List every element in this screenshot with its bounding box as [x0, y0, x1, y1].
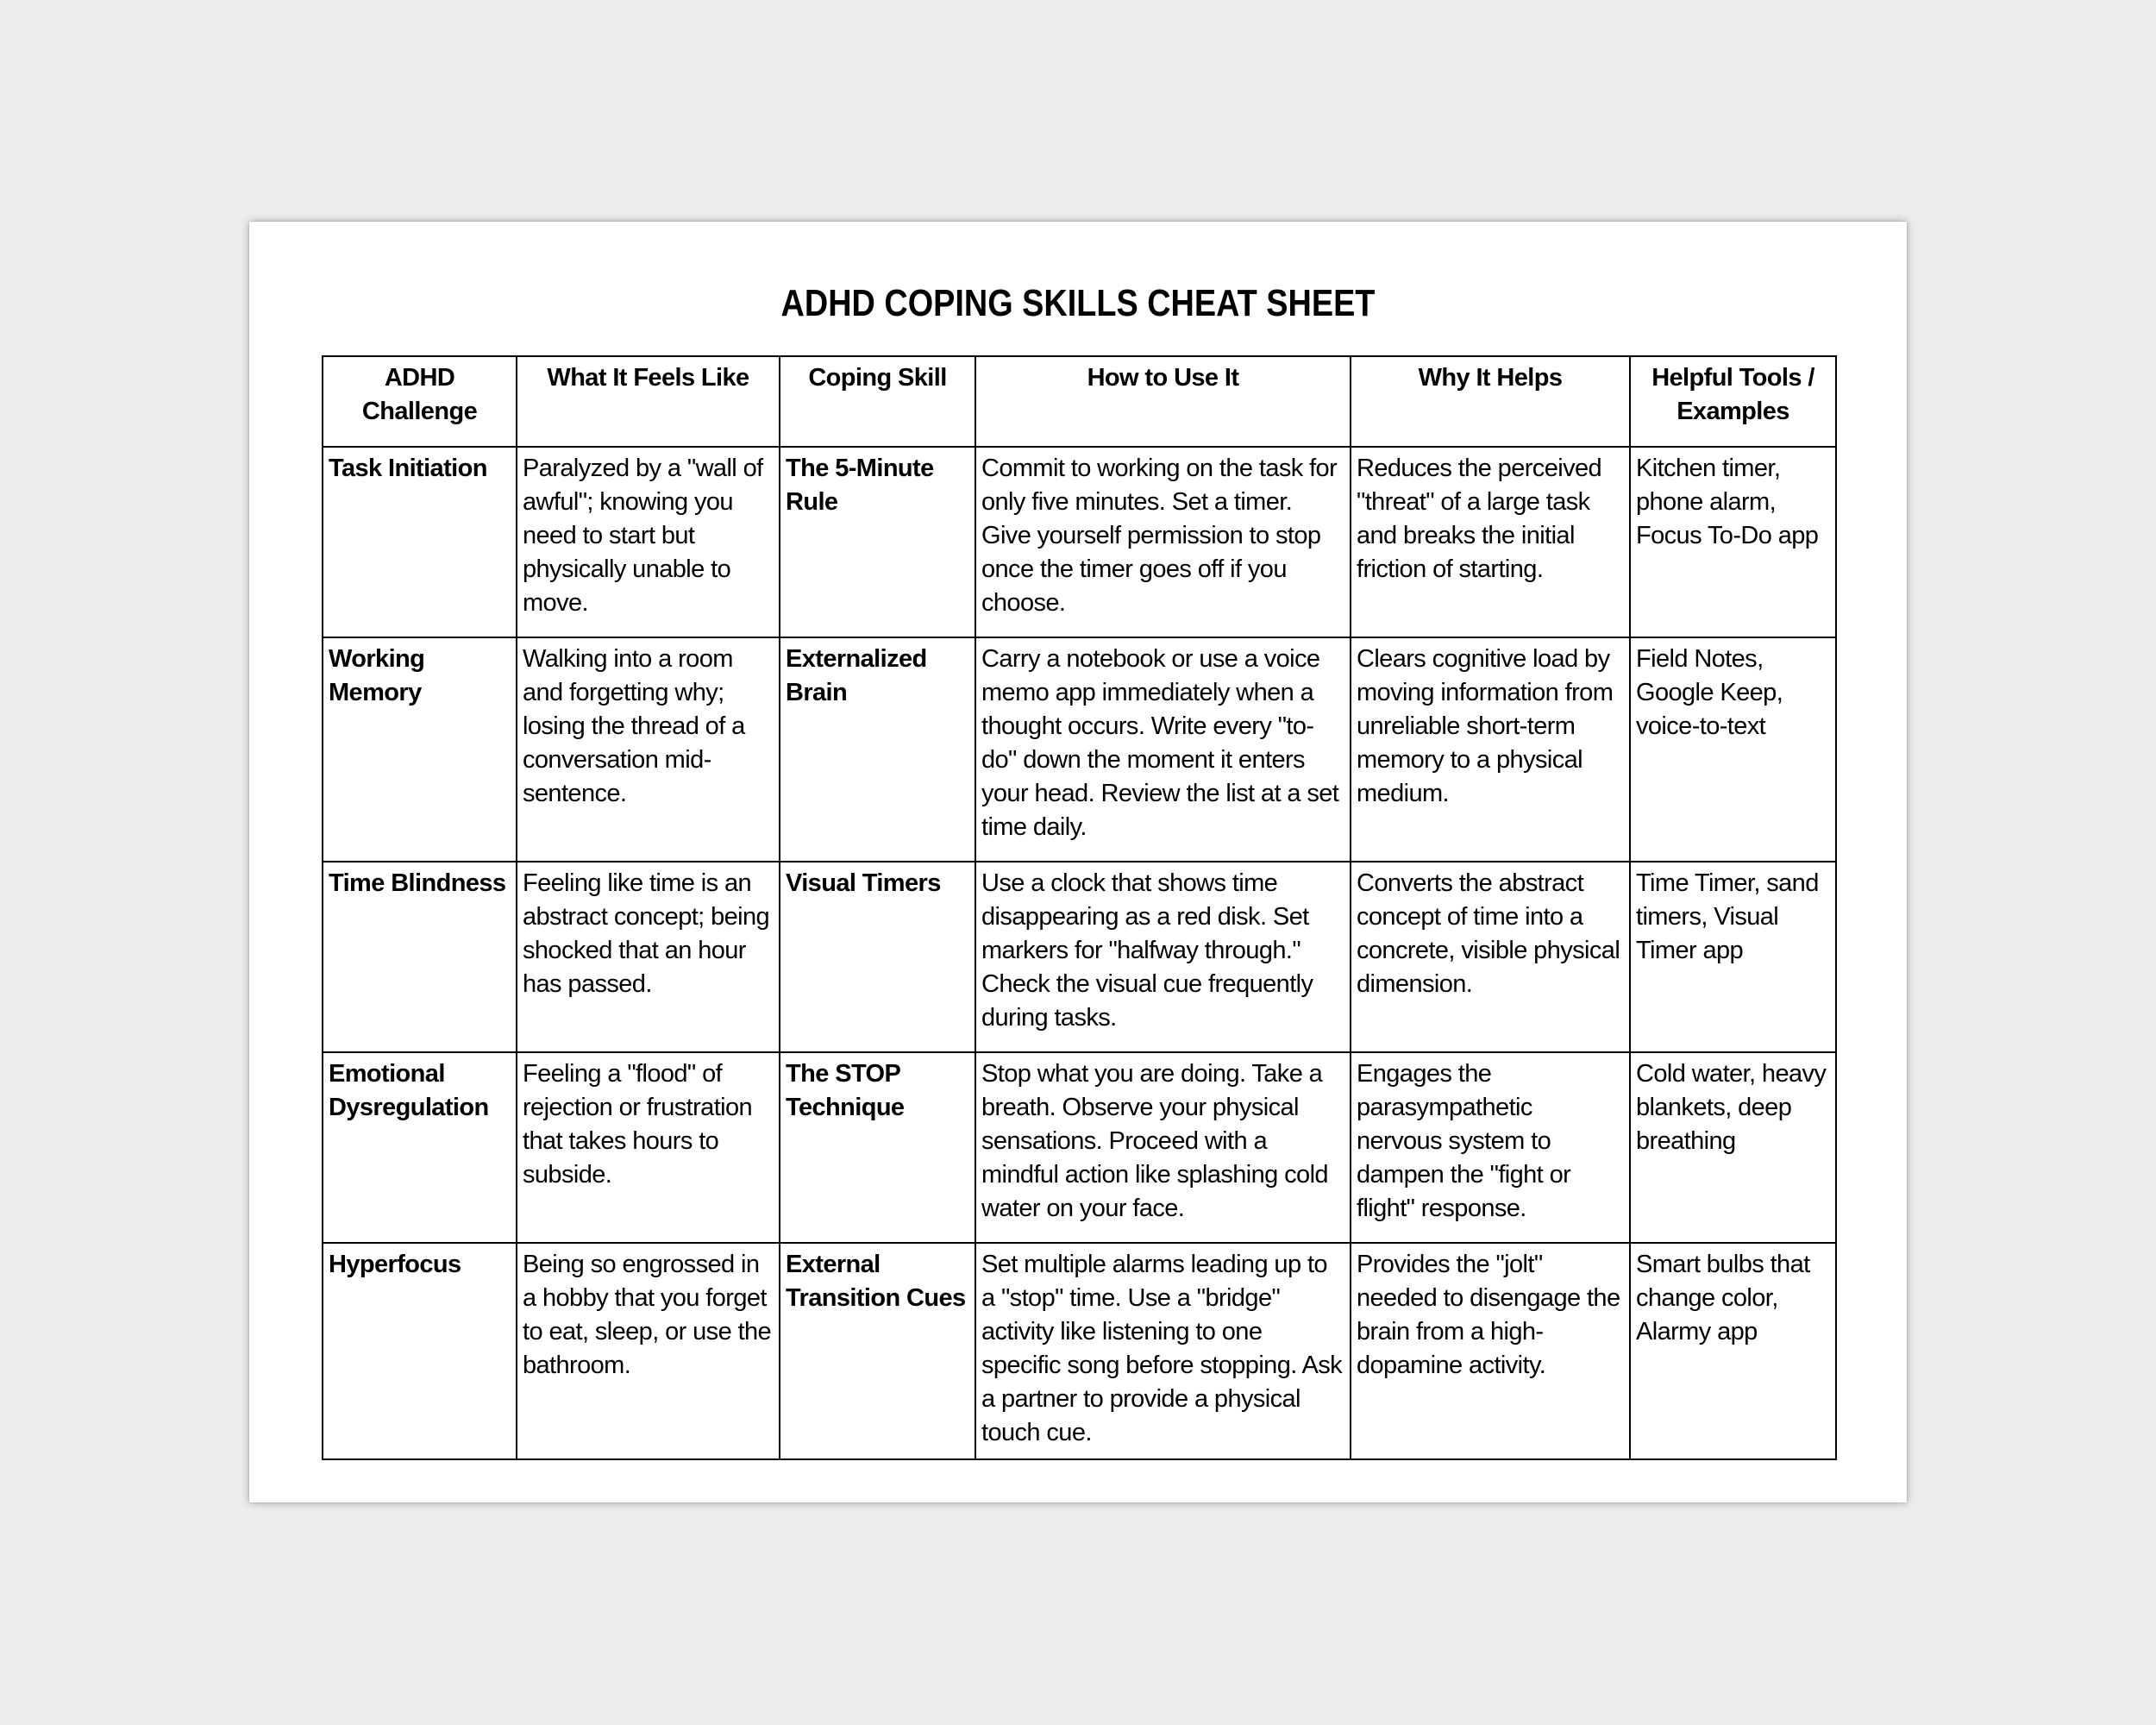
cell-how-to-use: Set multiple alarms leading up to a "stop" time. Use a "bridge" activity like listening to one specific song before stopping. Ask a partner to provide a physical touch cue.	[975, 1243, 1351, 1459]
cell-coping-skill: Visual Timers	[780, 862, 975, 1052]
cell-tools: Smart bulbs that change color, Alarmy app	[1630, 1243, 1836, 1459]
cell-challenge: Task Initiation	[323, 447, 517, 637]
cell-coping-skill: External Transition Cues	[780, 1243, 975, 1459]
table-row	[323, 637, 1836, 862]
cell-how-to-use: Carry a notebook or use a voice memo app immediately when a thought occurs. Write every "to-do" down the moment it enters your head. Review the list at a set time daily.	[975, 637, 1351, 862]
cell-challenge: Time Blindness	[323, 862, 517, 1052]
cell-coping-skill: Externalized Brain	[780, 637, 975, 862]
cell-coping-skill: The STOP Technique	[780, 1052, 975, 1243]
page-title: ADHD COPING SKILLS CHEAT SHEET	[780, 282, 1376, 324]
cell-how-to-use: Use a clock that shows time disappearing as a red disk. Set markers for "halfway through." Check the visual cue frequently during tasks.	[975, 862, 1351, 1052]
cell-tools: Field Notes, Google Keep, voice-to-text	[1630, 637, 1836, 862]
cell-challenge: Working Memory	[323, 637, 517, 862]
table-row	[323, 1052, 1836, 1243]
cell-tools: Kitchen timer, phone alarm, Focus To-Do app	[1630, 447, 1836, 637]
header-why-it-helps: Why It Helps	[1351, 356, 1630, 447]
cell-challenge: Hyperfocus	[323, 1243, 517, 1459]
cell-tools: Time Timer, sand timers, Visual Timer app	[1630, 862, 1836, 1052]
cell-how-to-use: Commit to working on the task for only five minutes. Set a timer. Give yourself permission to stop once the timer goes off if you choose.	[975, 447, 1351, 637]
cell-challenge: Emotional Dysregulation	[323, 1052, 517, 1243]
header-coping-skill: Coping Skill	[780, 356, 975, 447]
table-header-row	[323, 356, 1836, 447]
cell-why-it-helps: Provides the "jolt" needed to disengage the brain from a high-dopamine activity.	[1351, 1243, 1630, 1459]
table-row	[323, 1243, 1836, 1459]
cell-feels-like: Paralyzed by a "wall of awful"; knowing you need to start but physically unable to move.	[517, 447, 780, 637]
cell-how-to-use: Stop what you are doing. Take a breath. Observe your physical sensations. Proceed with a mindful action like splashing cold water on your face.	[975, 1052, 1351, 1243]
table-row	[323, 447, 1836, 637]
cell-feels-like: Feeling a "flood" of rejection or frustration that takes hours to subside.	[517, 1052, 780, 1243]
cell-feels-like: Walking into a room and forgetting why; losing the thread of a conversation mid-sentence.	[517, 637, 780, 862]
cell-coping-skill: The 5-Minute Rule	[780, 447, 975, 637]
coping-skills-table	[322, 355, 1837, 1460]
header-adhd-challenge: ADHD Challenge	[323, 356, 517, 447]
cell-feels-like: Feeling like time is an abstract concept; being shocked that an hour has passed.	[517, 862, 780, 1052]
header-what-it-feels-like: What It Feels Like	[517, 356, 780, 447]
cell-feels-like: Being so engrossed in a hobby that you forget to eat, sleep, or use the bathroom.	[517, 1243, 780, 1459]
cell-why-it-helps: Converts the abstract concept of time into a concrete, visible physical dimension.	[1351, 862, 1630, 1052]
cell-why-it-helps: Reduces the perceived "threat" of a large task and breaks the initial friction of starting.	[1351, 447, 1630, 637]
cell-why-it-helps: Engages the parasympathetic nervous system to dampen the "fight or flight" response.	[1351, 1052, 1630, 1243]
cell-why-it-helps: Clears cognitive load by moving information from unreliable short-term memory to a physical medium.	[1351, 637, 1630, 862]
cheat-sheet-page	[249, 222, 1907, 1502]
header-how-to-use-it: How to Use It	[975, 356, 1351, 447]
table-row	[323, 862, 1836, 1052]
header-helpful-tools: Helpful Tools / Examples	[1630, 356, 1836, 447]
cell-tools: Cold water, heavy blankets, deep breathing	[1630, 1052, 1836, 1243]
